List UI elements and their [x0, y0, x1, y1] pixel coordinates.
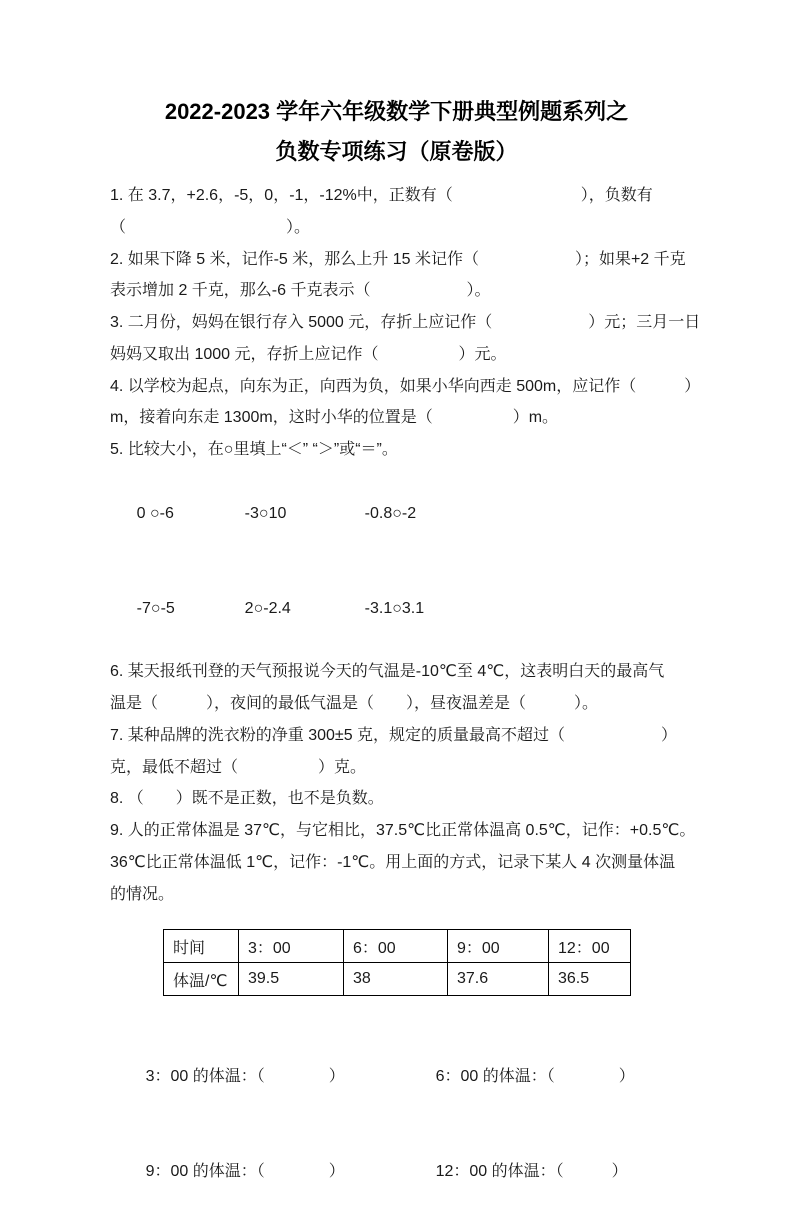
question-9-line-2: 36℃比正常体温低 1℃，记作：-1℃。用上面的方式，记录下某人 4 次测量体温 [110, 853, 676, 871]
document-title-line-2: 负数专项练习（原卷版） [275, 139, 518, 164]
comparison-item-4: -7○-5 [136, 599, 175, 617]
question-7-line-2: 克，最低不超过（ ）克。 [110, 758, 367, 776]
table-cell-time-label: 时间 [164, 930, 239, 963]
question-9-line-1: 9. 人的正常体温是 37℃，与它相比，37.5℃比正常体温高 0.5℃，记作：+0.5℃。 [110, 822, 696, 839]
question-1-line-1: 1. 在 3.7，+2.6，-5，0，-1，-12%中，正数有（ ），负数有 [110, 187, 653, 204]
question-3-line-1: 3. 二月份，妈妈在银行存入 5000 元，存折上应记作（ ）元；三月一日 [110, 314, 701, 331]
comparison-item-1: 0 ○-6 [136, 504, 174, 522]
comparison-item-3: -0.8○-2 [364, 504, 417, 522]
question-8-line-1: 8. （ ）既不是正数，也不是负数。 [110, 790, 384, 808]
document-title-line-1: 2022-2023 学年六年级数学下册典型例题系列之 [164, 99, 629, 124]
question-9-line-3: 的情况。 [110, 885, 175, 903]
answer-row-2 [110, 1125, 710, 1220]
table-cell-time-2: 6：00 [344, 930, 448, 963]
comparison-item-2: -3○10 [244, 504, 287, 522]
question-1-line-2: （ ）。 [110, 218, 311, 236]
comparison-item-5: 2○-2.4 [244, 599, 291, 617]
table-cell-time-1: 3：00 [239, 930, 344, 963]
question-6-line-2: 温是（ ），夜间的最低气温是（ ），昼夜温差是（ ）。 [110, 695, 599, 712]
question-3-line-2: 妈妈又取出 1000 元，存折上应记作（ ）元。 [110, 345, 507, 363]
comparison-row-1 [110, 466, 710, 561]
table-cell-temp-label: 体温/℃ [164, 963, 239, 996]
table-cell-time-4: 12：00 [549, 930, 631, 963]
table-cell-time-3: 9：00 [448, 930, 549, 963]
answer-item-6-00: 6：00 的体温：（ ） [435, 1068, 635, 1085]
table-cell-temp-4: 36.5 [549, 963, 631, 996]
table-cell-temp-3: 37.6 [448, 963, 549, 996]
question-2-line-2: 表示增加 2 千克，那么-6 千克表示（ ）。 [110, 282, 491, 300]
document-title [0, 92, 793, 172]
question-2-line-1: 2. 如果下降 5 米，记作-5 米，那么上升 15 米记作（ ）；如果+2 千克 [110, 250, 686, 268]
table-cell-temp-2: 38 [344, 963, 448, 996]
question-6-line-1: 6. 某天报纸刊登的天气预报说今天的气温是-10℃至 4℃，这表明白天的最高气 [110, 663, 665, 681]
answer-item-12-00: 12：00 的体温：（ ） [435, 1163, 628, 1181]
table-row-time [164, 930, 631, 963]
comparison-row-2 [110, 561, 710, 656]
answer-item-3-00: 3：00 的体温：（ ） [145, 1068, 345, 1085]
table-cell-temp-1: 39.5 [239, 963, 344, 996]
answer-blanks [110, 1029, 710, 1220]
question-4-line-2: m，接着向东走 1300m，这时小华的位置是（ ）m。 [110, 409, 559, 427]
question-5-prompt: 5. 比较大小，在○里填上“＜” “＞”或“＝”。 [110, 441, 398, 458]
question-7-line-1: 7. 某种品牌的洗衣粉的净重 300±5 克，规定的质量最高不超过（ ） [110, 726, 678, 744]
table-row-temperature [164, 963, 631, 996]
answer-item-9-00: 9：00 的体温：（ ） [145, 1163, 345, 1181]
question-4-line-1: 4. 以学校为起点，向东为正，向西为负，如果小华向西走 500m，应记作（ ） [110, 377, 701, 395]
comparison-item-6: -3.1○3.1 [364, 599, 425, 617]
temperature-table [163, 929, 631, 996]
answer-row-1 [110, 1029, 710, 1124]
worksheet-body [110, 180, 710, 1220]
